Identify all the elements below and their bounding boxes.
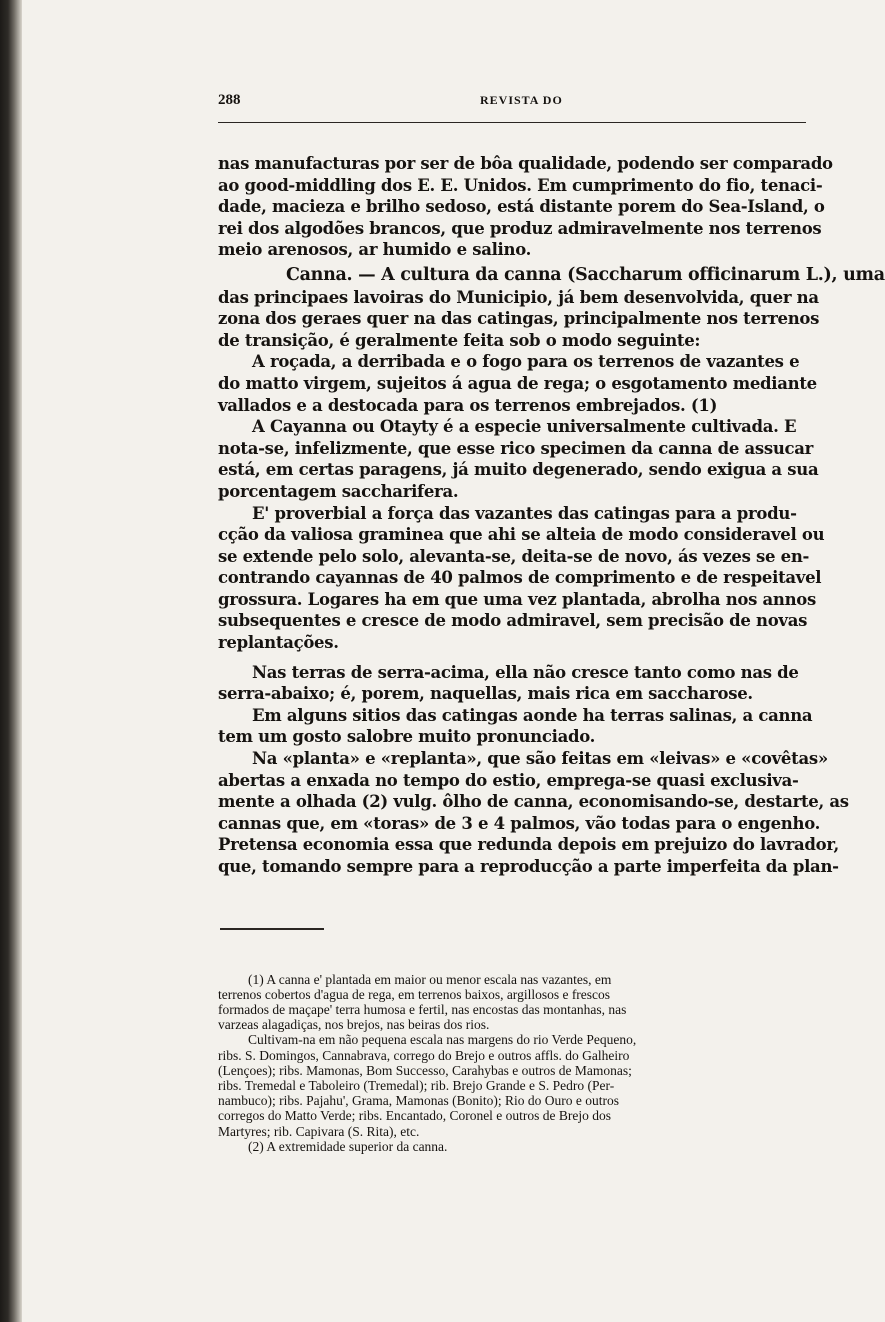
text-line: que, tomando sempre para a reproducção a parte imperfeita da plan- — [218, 857, 839, 876]
text-line: meio arenosos, ar humido e salino. — [218, 240, 532, 260]
body-text — [218, 153, 885, 878]
text-line: de transição, é geralmente feita sob o modo seguinte: — [218, 330, 701, 350]
running-title: REVISTA DO — [480, 93, 563, 107]
footnote-line: varzeas alagadiças, nos brejos, nas beiras dos rios. — [218, 1017, 490, 1033]
paragraph — [218, 662, 806, 705]
text-line: replantações. — [218, 633, 339, 653]
footnote-2 — [218, 1139, 806, 1154]
text-line: grossura. Logares ha em que uma vez plantada, abrolha nos annos — [218, 589, 817, 609]
text-line: nas manufacturas por ser de bôa qualidade, podendo ser comparado — [218, 154, 833, 173]
text-line: está, em certas paragens, já muito degenerado, sendo exigua a sua — [218, 460, 819, 480]
footnote-line: (2) A extremidade superior da canna. — [248, 1138, 448, 1154]
text-line: A roçada, a derribada e o fogo para os terrenos de vazantes e — [252, 352, 800, 372]
paragraph — [218, 705, 813, 748]
footnotes — [218, 972, 806, 1154]
text-line: das principaes lavoiras do Municipio, já bem desenvolvida, quer na — [218, 287, 819, 307]
text-line: zona dos geraes quer na das catingas, principalmente nos terrenos — [218, 309, 820, 329]
paragraph — [218, 748, 849, 878]
page-number: 288 — [218, 92, 241, 108]
text-line: Em alguns sitios das catingas aonde ha terras salinas, a canna — [252, 705, 813, 725]
footnote-1 — [218, 972, 806, 1139]
paragraph — [218, 351, 817, 416]
text-line: rei dos algodões brancos, que produz admiravelmente nos terrenos — [218, 218, 822, 238]
page-header — [218, 92, 806, 116]
text-line: tem um gosto salobre muito pronunciado. — [218, 727, 596, 747]
footnote-line: (Lençoes); ribs. Mamonas, Bom Successo, Carahybas e outros de Mamonas; — [218, 1062, 632, 1078]
book-page — [218, 92, 885, 1154]
text-line: se extende pelo solo, alevanta-se, deita-se de novo, ás vezes se en- — [218, 546, 810, 566]
text-line: Nas terras de serra-acima, ella não cresce tanto como nas de — [252, 662, 799, 682]
footnote-line: formados de maçape' terra humosa e fertil, nas encostas das montanhas, nas — [218, 1002, 627, 1017]
text-line: vallados e a destocada para os terrenos embrejados. (1) — [218, 395, 718, 415]
footnote-line: (1) A canna e' plantada em maior ou menor escala nas vazantes, em — [248, 971, 612, 987]
text-line: Na «planta» e «replanta», que são feitas em «leivas» e «covêtas» — [252, 749, 828, 769]
paragraph — [218, 416, 819, 502]
footnote-line: nambuco); ribs. Pajahu', Grama, Mamonas (Bonito); Rio do Ouro e outros — [218, 1093, 619, 1109]
text-line: A Cayanna ou Otayty é a especie universalmente cultivada. E — [252, 417, 797, 437]
paragraph-canna — [218, 264, 885, 351]
text-line: serra-abaixo; é, porem, naquellas, mais rica em saccharose. — [218, 684, 753, 704]
text-line: porcentagem saccharifera. — [218, 481, 459, 501]
header-rule — [218, 122, 806, 123]
text-line: ao good-middling dos E. E. Unidos. Em cumprimento do fio, tenaci- — [218, 175, 823, 195]
text-line: cção da valiosa graminea que ahi se alteia de modo consideravel ou — [218, 525, 825, 545]
text-line: nota-se, infelizmente, que esse rico specimen da canna de assucar — [218, 438, 814, 458]
footnote-rule — [220, 928, 324, 930]
book-binding-edge — [0, 0, 22, 1322]
footnote-line: terrenos cobertos d'agua de rega, em terrenos baixos, argillosos e frescos — [218, 986, 611, 1002]
text-line: mente a olhada (2) vulg. ôlho de canna, economisando-se, destarte, as — [218, 792, 849, 812]
text-line: do matto virgem, sujeitos á agua de rega; o esgotamento mediante — [218, 373, 817, 393]
footnote-line: ribs. S. Domingos, Cannabrava, corrego do Brejo e outros affls. do Galheiro — [218, 1047, 630, 1063]
text-line: subsequentes e cresce de modo admiravel, sem precisão de novas — [218, 611, 808, 631]
text-line: dade, macieza e brilho sedoso, está distante porem do Sea-Island, o — [218, 197, 825, 217]
section-heading-line: Canna. — A cultura da canna (Saccharum officinarum L.), uma — [286, 264, 885, 285]
footnote-line: ribs. Tremedal e Taboleiro (Tremedal); rib. Brejo Grande e S. Pedro (Per- — [218, 1078, 615, 1094]
paragraph — [218, 153, 833, 261]
text-line: contrando cayannas de 40 palmos de comprimento e de respeitavel — [218, 568, 822, 588]
paragraph — [218, 503, 825, 654]
text-line: abertas a enxada no tempo do estio, emprega-se quasi exclusiva- — [218, 770, 799, 790]
footnote-line: corregos do Matto Verde; ribs. Encantado, Coronel e outros de Brejo dos — [218, 1108, 612, 1124]
text-line: cannas que, em «toras» de 3 e 4 palmos, vão todas para o engenho. — [218, 813, 821, 833]
text-line: E' proverbial a força das vazantes das catingas para a produ- — [252, 503, 797, 523]
footnote-line: Cultivam-na em não pequena escala nas margens do rio Verde Pequeno, — [248, 1032, 637, 1048]
text-line: Pretensa economia essa que redunda depois em prejuizo do lavrador, — [218, 835, 839, 855]
footnote-line: Martyres; rib. Capivara (S. Rita), etc. — [218, 1123, 420, 1139]
